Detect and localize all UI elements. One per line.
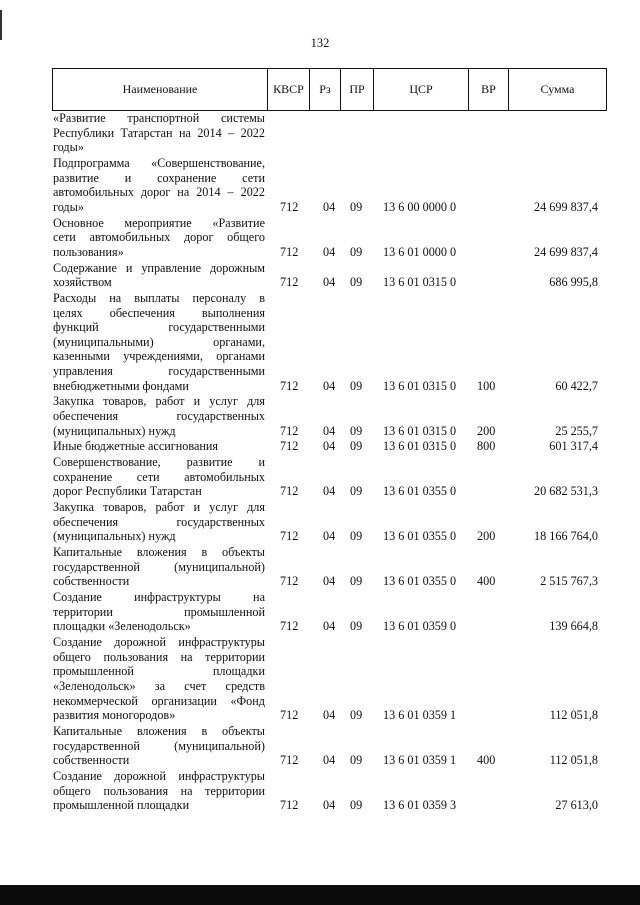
- row-name-line: внебюджетными фондами: [53, 378, 189, 393]
- row-name-line: промышленной площадки: [53, 664, 265, 679]
- row-name-line: собственности: [53, 753, 130, 768]
- table-row: [52, 111, 607, 155]
- row-rz: 04: [323, 708, 336, 723]
- table-row: [52, 216, 607, 260]
- header-name: Наименование: [53, 69, 268, 110]
- row-name-line: общего пользования на территории: [53, 649, 265, 664]
- row-name-line: собственности: [53, 574, 130, 589]
- row-kvsr: 712: [280, 798, 299, 813]
- page-number: 132: [310, 36, 330, 50]
- table-row: [52, 439, 607, 454]
- row-name: [53, 216, 265, 260]
- row-name-line: Создание инфраструктуры на: [53, 590, 265, 605]
- row-name-line: хозяйством: [53, 275, 112, 290]
- table-row: [52, 545, 607, 589]
- row-name-line: Расходы на выплаты персоналу в: [53, 291, 265, 305]
- row-name-line: Капитальные вложения в объекты: [53, 545, 265, 560]
- row-sum: 139 664,8: [549, 619, 598, 634]
- table-row: [52, 724, 607, 768]
- table-row: [52, 635, 607, 723]
- row-kvsr: 712: [280, 574, 299, 589]
- row-name-line: государственной (муниципальной): [53, 559, 265, 574]
- row-kvsr: 712: [280, 529, 299, 544]
- row-name-line: годы»: [53, 199, 84, 214]
- row-name-line: функций государственными: [53, 320, 265, 335]
- row-name-line: Содержание и управление дорожным: [53, 260, 265, 275]
- row-kvsr: 712: [280, 484, 299, 499]
- row-rz: 04: [323, 244, 336, 259]
- row-pr: 09: [350, 244, 363, 259]
- row-csr: 13 6 01 0315 0: [383, 275, 457, 290]
- row-kvsr: 712: [280, 199, 299, 214]
- row-name-line: общего пользования на территории: [53, 783, 265, 798]
- row-name-line: развитие и сохранение сети: [53, 170, 265, 185]
- table-row: [52, 769, 607, 813]
- table-row: [52, 590, 607, 634]
- header-vr: ВР: [469, 69, 509, 110]
- row-name-line: государственной (муниципальной): [53, 738, 265, 753]
- table-row: [52, 291, 607, 393]
- row-csr: 13 6 01 0315 0: [383, 423, 457, 438]
- row-csr: 13 6 01 0315 0: [383, 439, 457, 454]
- row-pr: 09: [350, 199, 363, 214]
- row-rz: 04: [323, 619, 336, 634]
- row-sum: 27 613,0: [555, 798, 598, 813]
- row-kvsr: 712: [280, 753, 299, 768]
- row-sum: 24 699 837,4: [534, 199, 598, 214]
- row-csr: 13 6 01 0355 0: [383, 484, 457, 499]
- header-csr: ЦСР: [374, 69, 469, 110]
- row-name-line: Совершенствование, развитие и: [53, 455, 265, 470]
- row-name-line: «Развитие транспортной системы: [53, 111, 265, 125]
- row-name-line: (муниципальными) органами,: [53, 334, 265, 349]
- header-kvsr: КВСР: [268, 69, 310, 110]
- row-rz: 04: [323, 484, 336, 499]
- row-name-line: «Зеленодольск» за счет средств: [53, 678, 265, 693]
- row-csr: 13 6 01 0359 0: [383, 619, 457, 634]
- row-name-line: (муниципальных) нужд: [53, 529, 176, 544]
- row-vr: 200: [477, 529, 496, 544]
- row-kvsr: 712: [280, 378, 299, 393]
- row-pr: 09: [350, 423, 363, 438]
- row-rz: 04: [323, 574, 336, 589]
- row-name: [53, 769, 265, 813]
- row-name-line: дорог Республики Татарстан: [53, 484, 202, 499]
- row-pr: 09: [350, 798, 363, 813]
- row-name: [53, 500, 265, 544]
- row-name: [53, 394, 265, 438]
- row-name: [53, 111, 265, 155]
- table-row: [52, 394, 607, 438]
- row-name-line: Основное мероприятие «Развитие: [53, 215, 265, 230]
- row-name-line: Закупка товаров, работ и услуг для: [53, 394, 265, 409]
- row-rz: 04: [323, 423, 336, 438]
- row-kvsr: 712: [280, 708, 299, 723]
- row-sum: 601 317,4: [549, 439, 598, 454]
- row-name-line: развития моногородов»: [53, 708, 176, 723]
- row-pr: 09: [350, 753, 363, 768]
- row-rz: 04: [323, 439, 336, 454]
- row-sum: 24 699 837,4: [534, 244, 598, 259]
- row-kvsr: 712: [280, 423, 299, 438]
- row-sum: 686 995,8: [549, 275, 598, 290]
- row-csr: 13 6 01 0000 0: [383, 244, 457, 259]
- row-name-line: Подпрограмма «Совершенствование,: [53, 156, 265, 170]
- row-name: [53, 439, 265, 454]
- row-sum: 20 682 531,3: [534, 484, 598, 499]
- table-row: [52, 455, 607, 499]
- row-pr: 09: [350, 275, 363, 290]
- row-pr: 09: [350, 378, 363, 393]
- row-vr: 400: [477, 574, 496, 589]
- row-name: [53, 724, 265, 768]
- row-rz: 04: [323, 199, 336, 214]
- row-kvsr: 712: [280, 244, 299, 259]
- row-name: [53, 590, 265, 634]
- row-name-line: управления государственными: [53, 363, 265, 378]
- row-csr: 13 6 01 0355 0: [383, 529, 457, 544]
- row-name: [53, 261, 265, 290]
- row-rz: 04: [323, 753, 336, 768]
- row-name-line: Республики Татарстан на 2014 – 2022: [53, 125, 265, 140]
- row-name: [53, 635, 265, 723]
- row-name-line: целях обеспечения выполнения: [53, 305, 265, 320]
- row-name: [53, 291, 265, 393]
- row-name-line: автомобильных дорог на 2014 – 2022: [53, 185, 265, 200]
- row-name-line: некоммерческой организации «Фонд: [53, 693, 265, 708]
- row-vr: 800: [477, 439, 496, 454]
- row-name-line: территории промышленной: [53, 604, 265, 619]
- row-rz: 04: [323, 798, 336, 813]
- row-name-line: Закупка товаров, работ и услуг для: [53, 500, 265, 515]
- scan-bottom-border: [0, 885, 640, 905]
- row-sum: 18 166 764,0: [534, 529, 598, 544]
- row-name-line: обеспечения государственных: [53, 408, 265, 423]
- row-pr: 09: [350, 574, 363, 589]
- table-header: [52, 68, 607, 111]
- row-pr: 09: [350, 484, 363, 499]
- row-name-line: Капитальные вложения в объекты: [53, 724, 265, 738]
- row-vr: 400: [477, 753, 496, 768]
- row-csr: 13 6 01 0359 1: [383, 708, 457, 723]
- row-csr: 13 6 01 0315 0: [383, 378, 457, 393]
- row-kvsr: 712: [280, 439, 299, 454]
- row-csr: 13 6 00 0000 0: [383, 199, 457, 214]
- row-vr: 100: [477, 378, 496, 393]
- row-name: [53, 545, 265, 589]
- row-rz: 04: [323, 529, 336, 544]
- row-name-line: обеспечения государственных: [53, 514, 265, 529]
- row-sum: 2 515 767,3: [540, 574, 598, 589]
- row-name-line: Создание дорожной инфраструктуры: [53, 769, 265, 783]
- header-sum: Сумма: [540, 82, 575, 96]
- row-csr: 13 6 01 0355 0: [383, 574, 457, 589]
- row-name-line: пользования»: [53, 244, 124, 259]
- row-csr: 13 6 01 0359 3: [383, 798, 457, 813]
- row-name-line: сети автомобильных дорог общего: [53, 230, 265, 245]
- row-sum: 60 422,7: [555, 378, 598, 393]
- row-sum: 112 051,8: [549, 708, 598, 723]
- row-csr: 13 6 01 0359 1: [383, 753, 457, 768]
- row-name-line: сохранение сети автомобильных: [53, 469, 265, 484]
- row-name-line: (муниципальных) нужд: [53, 423, 176, 438]
- row-name-line: Создание дорожной инфраструктуры: [53, 635, 265, 650]
- table-row: [52, 500, 607, 544]
- header-rz: Рз: [310, 69, 341, 110]
- row-name-line: казенными учреждениями, органами: [53, 349, 265, 364]
- row-sum: 112 051,8: [549, 753, 598, 768]
- row-pr: 09: [350, 439, 363, 454]
- row-name-line: Иные бюджетные ассигнования: [53, 439, 219, 454]
- row-sum: 25 255,7: [555, 423, 598, 438]
- row-name: [53, 156, 265, 214]
- row-name-line: площадки «Зеленодольск»: [53, 619, 191, 634]
- row-pr: 09: [350, 619, 363, 634]
- row-name: [53, 455, 265, 499]
- row-pr: 09: [350, 708, 363, 723]
- row-name-line: промышленной площадки: [53, 798, 190, 813]
- row-rz: 04: [323, 275, 336, 290]
- row-name-line: годы»: [53, 140, 84, 155]
- row-kvsr: 712: [280, 619, 299, 634]
- row-vr: 200: [477, 423, 496, 438]
- row-rz: 04: [323, 378, 336, 393]
- table-row: [52, 156, 607, 214]
- row-pr: 09: [350, 529, 363, 544]
- table-row: [52, 261, 607, 290]
- row-kvsr: 712: [280, 275, 299, 290]
- header-pr: ПР: [341, 69, 374, 110]
